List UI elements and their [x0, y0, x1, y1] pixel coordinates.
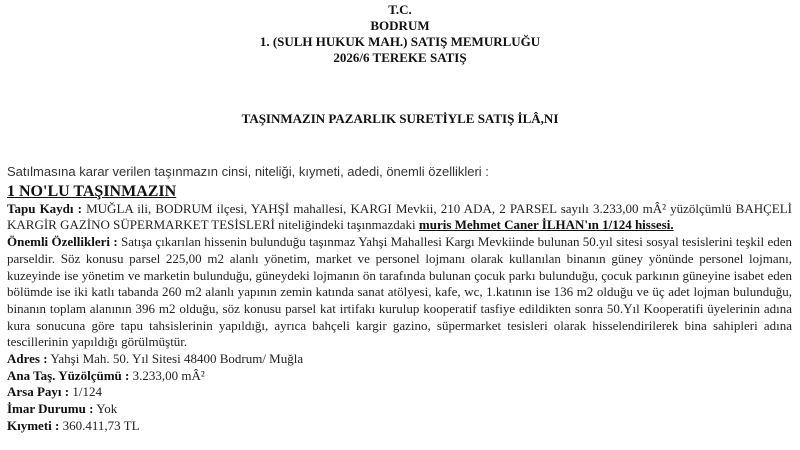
area-row	[7, 368, 792, 385]
header-line-city: BODRUM	[370, 18, 430, 33]
value-label: Kıymeti :	[7, 417, 60, 433]
tapu-text: MUĞLA ili, BODRUM ilçesi, YAHŞİ mahallesi, KARGI Mevkii, 210 ADA, 2 PARSEL sayılı 3.233,00 mÂ² yüzölçümlü BAHÇELİ KARGİR GAZİNO SÜPERMARKET TESİSLERİ niteliğindeki taşınmazdaki	[7, 200, 792, 233]
header-line-office: 1. (SULH HUKUK MAH.) SATIŞ MEMURLUĞU	[259, 34, 541, 49]
tapu-label: Tapu Kaydı :	[7, 200, 82, 216]
zoning-value: Yok	[93, 401, 118, 417]
intro-text: Satılmasına karar verilen taşınmazın cinsi, niteliği, kıymeti, adedi, önemli özellikleri :	[7, 164, 489, 179]
features-paragraph	[7, 234, 792, 351]
announcement-title: TAŞINMAZIN PAZARLIK SURETİYLE SATIŞ İLÂ,NI	[241, 111, 559, 126]
area-value: 3.233,00 mÂ²	[129, 367, 205, 383]
address-value: Yahşi Mah. 50. Yıl Sitesi 48400 Bodrum/ Muğla	[47, 351, 304, 367]
features-label: Önemli Özellikleri :	[7, 234, 118, 250]
value-row	[7, 418, 792, 435]
zoning-row	[7, 401, 792, 418]
share-row	[7, 384, 792, 401]
share-value: 1/124	[69, 384, 102, 400]
share-label: Arsa Payı :	[7, 384, 70, 400]
document-body	[7, 164, 792, 435]
header-line-case: 2026/6 TEREKE SATIŞ	[333, 50, 467, 65]
address-label: Adres :	[7, 351, 48, 367]
tapu-record	[7, 201, 792, 234]
document-header	[0, 2, 800, 66]
zoning-label: İmar Durumu :	[7, 401, 94, 417]
tapu-highlight: muris Mehmet Caner İLHAN'ın 1/124 hissesi.	[418, 217, 674, 233]
header-line-tc: T.C.	[388, 2, 412, 17]
features-text: Satışa çıkarılan hissenin bulunduğu taşınmaz Yahşi Mahallesi Kargı Mevkiinde bulunan 50.yıl sitesi sosyal tesislerini teşkil eden parseldir. Söz konusu parsel 225,00 m2 alanlı yönetim, market ve personel lojmanı olarak kullanılan binanın güney yönünde personel lojmanı, kuzeyinde ise yönetim ve marketin bulunduğu, güneydeki lojmanın ön tarafında bulunan çocuk parkı bulunduğu, çocuk parkının güneyine isabet eden bölümde ise iki katlı tabanda 260 m2 alanlı yapının zemin katında sanat atölyesi, kafe, wc, 1.katının ise 136 m2 olduğu ve üç adet lojman bulunduğu, binanın toplam alanının 396 m2 olduğu, söz konusu parsel kat irtifakı kurulup kooperatif tasfiye edildikten sonra 50.Yıl Kooperatifi üyelerinin adına kura sonucuna göre tapu tahsislerinin yapıldığı, ayrıca bahçeli kargir gazino, süpermarket tesisleri olarak hisselendirilerek bina sahipleri adına tescillerinin yapıldığı görülmüştür.	[7, 234, 792, 350]
property-title: 1 NO'LU TAŞINMAZIN	[7, 182, 177, 200]
value-value: 360.411,73 TL	[59, 417, 140, 433]
area-label: Ana Taş. Yüzölçümü :	[7, 367, 130, 383]
address-row	[7, 351, 792, 368]
